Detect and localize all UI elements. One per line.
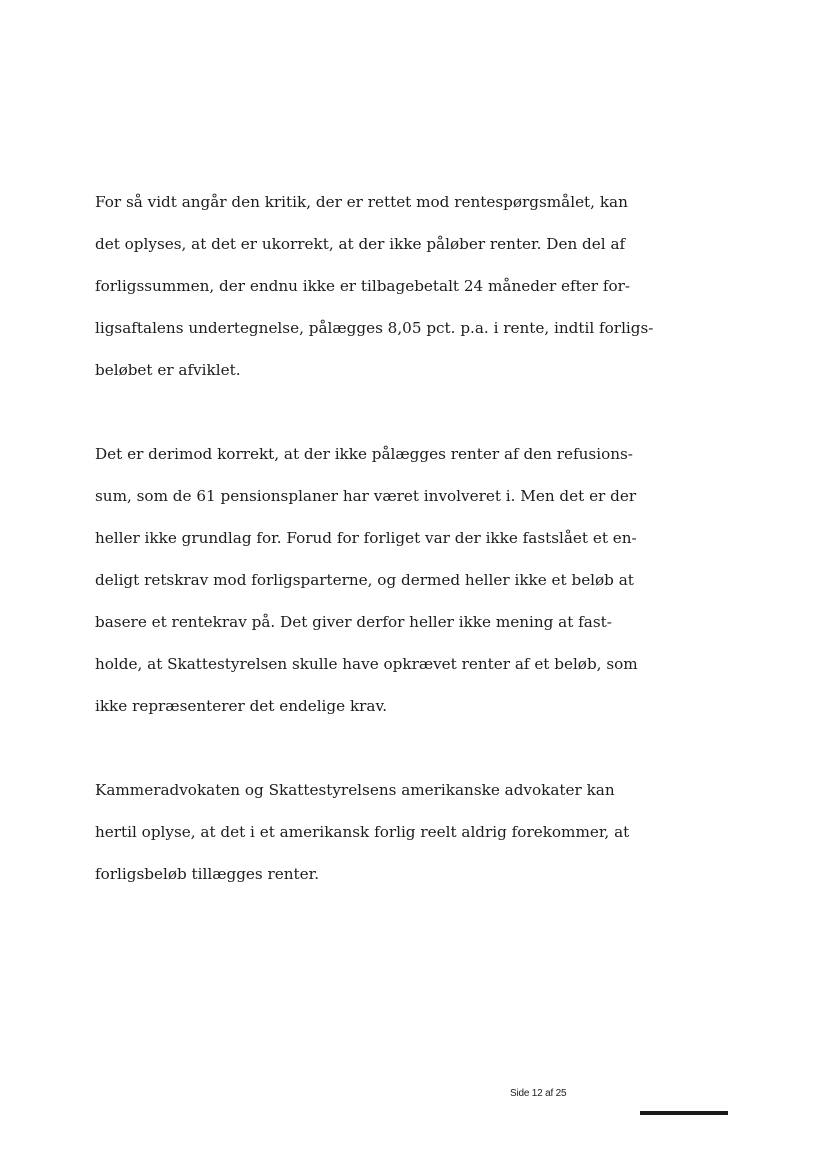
text-line: beløbet er afviklet. bbox=[95, 361, 241, 379]
text-line: holde, at Skattestyrelsen skulle have opkrævet renter af et beløb, som bbox=[95, 655, 638, 673]
paragraph-interest-criticism bbox=[95, 181, 654, 391]
text-line: ligsaftalens undertegnelse, pålægges 8,05 pct. p.a. i rente, indtil forligs- bbox=[95, 319, 654, 337]
text-line: basere et rentekrav på. Det giver derfor heller ikke mening at fast- bbox=[95, 613, 612, 631]
paragraph-refund-interest bbox=[95, 433, 638, 727]
text-line: For så vidt angår den kritik, der er rettet mod rentespørgsmålet, kan bbox=[95, 193, 628, 211]
text-line: sum, som de 61 pensionsplaner har været involveret i. Men det er der bbox=[95, 487, 637, 505]
text-line: det oplyses, at det er ukorrekt, at der ikke påløber renter. Den del af bbox=[95, 235, 626, 253]
text-line: forligsbeløb tillægges renter. bbox=[95, 865, 320, 883]
text-line: heller ikke grundlag for. Forud for forliget var der ikke fastslået et en- bbox=[95, 529, 637, 547]
text-line: Kammeradvokaten og Skattestyrelsens amerikanske advokater kan bbox=[95, 781, 615, 799]
text-line: forligssummen, der endnu ikke er tilbagebetalt 24 måneder efter for- bbox=[95, 277, 630, 295]
text-line: Det er derimod korrekt, at der ikke pålægges renter af den refusions- bbox=[95, 445, 633, 463]
text-line: ikke repræsenterer det endelige krav. bbox=[95, 697, 388, 715]
text-line: hertil oplyse, at det i et amerikansk forlig reelt aldrig forekommer, at bbox=[95, 823, 630, 841]
text-line: deligt retskrav mod forligsparterne, og dermed heller ikke et beløb at bbox=[95, 571, 634, 589]
page-number: Side 12 af 25 bbox=[510, 1088, 567, 1099]
paragraph-us-settlement bbox=[95, 769, 630, 895]
footer-rule bbox=[640, 1111, 728, 1115]
